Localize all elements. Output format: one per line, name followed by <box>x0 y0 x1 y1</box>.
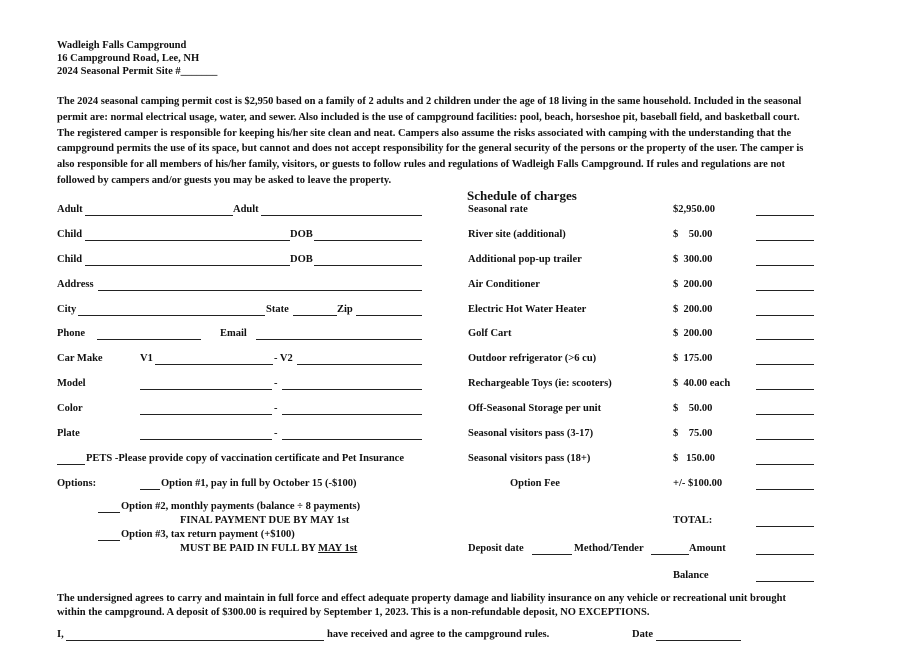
charge-qty-field[interactable] <box>756 215 814 216</box>
state-field[interactable] <box>293 315 337 316</box>
charge-price: $ 200.00 <box>673 304 713 315</box>
charge-qty-field[interactable] <box>756 389 814 390</box>
zip-field[interactable] <box>356 315 422 316</box>
option-fee-field[interactable] <box>756 489 814 490</box>
intro-line: permit are: normal electrical usage, water, and sewer. Also included is the use of campground facilities: pool, beach, horseshoe pit, baseball field, and basketball court. <box>57 111 800 123</box>
intro-line: The registered camper is responsible for keeping his/her site clean and neat. Campers also assume the risks associated with camping with the understanding that the <box>57 127 792 139</box>
v1-field[interactable] <box>155 364 273 365</box>
date-label: Date <box>632 629 653 640</box>
charge-price: $ 50.00 <box>673 403 713 414</box>
model-dash: - <box>274 378 278 389</box>
charge-label: Seasonal visitors pass (18+) <box>468 453 591 464</box>
dob1-field[interactable] <box>314 240 422 241</box>
charge-qty-field[interactable] <box>756 339 814 340</box>
agreement-text: have received and agree to the campground rules. <box>327 629 550 640</box>
charge-price: $ 200.00 <box>673 328 713 339</box>
charge-qty-field[interactable] <box>756 240 814 241</box>
balance-field[interactable] <box>756 581 814 582</box>
adult2-label: Adult <box>233 204 259 215</box>
charge-label: Off-Seasonal Storage per unit <box>468 403 602 414</box>
charge-label: Air Conditioner <box>468 279 540 290</box>
option2-field[interactable] <box>98 512 120 513</box>
schedule-title: Schedule of charges <box>467 188 577 203</box>
amount-field[interactable] <box>756 554 814 555</box>
charge-qty-field[interactable] <box>756 265 814 266</box>
balance-label: Balance <box>673 570 709 581</box>
method-field[interactable] <box>651 554 689 555</box>
v1-label: V1 <box>140 353 153 364</box>
adult1-label: Adult <box>57 204 83 215</box>
phone-label: Phone <box>57 328 86 339</box>
charge-qty-field[interactable] <box>756 439 814 440</box>
deposit-date-field[interactable] <box>532 554 572 555</box>
option3-note-date: MAY 1st <box>318 543 358 554</box>
option-fee-value: +/- $100.00 <box>673 478 723 489</box>
date-field[interactable] <box>656 640 741 641</box>
dob2-field[interactable] <box>314 265 422 266</box>
intro-line: The 2024 seasonal camping permit cost is $2,950 based on a family of 2 adults and 2 children under the age of 18 living in the same household. Included in the seasonal <box>57 96 802 107</box>
city-field[interactable] <box>78 315 265 316</box>
insurance-text-2: within the campground. A deposit of $300.00 is required by September 1, 2023. This is a non-refundable deposit, NO EXCEPTIONS. <box>57 607 650 618</box>
option3-field[interactable] <box>98 540 120 541</box>
pets-field[interactable] <box>57 464 85 465</box>
car-make-label: Car Make <box>57 353 103 364</box>
charge-price: $ 300.00 <box>673 254 713 265</box>
email-field[interactable] <box>256 339 422 340</box>
deposit-date-label: Deposit date <box>468 543 524 554</box>
campground-address: 16 Campground Road, Lee, NH <box>57 53 200 64</box>
charge-qty-field[interactable] <box>756 315 814 316</box>
signer-name-field[interactable] <box>66 640 324 641</box>
state-label: State <box>266 304 289 315</box>
plate-v1-field[interactable] <box>140 439 272 440</box>
address-label: Address <box>57 279 94 290</box>
intro-paragraph <box>57 94 885 189</box>
plate-dash: - <box>274 428 278 439</box>
charge-qty-field[interactable] <box>756 290 814 291</box>
charge-price: $ 75.00 <box>673 428 713 439</box>
v2-label: - V2 <box>274 353 293 364</box>
charge-label: Seasonal visitors pass (3-17) <box>468 428 594 439</box>
zip-label: Zip <box>337 304 353 315</box>
option3-note-text: MUST BE PAID IN FULL BY <box>180 543 319 554</box>
charge-label: Electric Hot Water Heater <box>468 304 587 315</box>
amount-label: Amount <box>689 543 726 554</box>
insurance-text-1: The undersigned agrees to carry and maintain in full force and effect adequate property damage and liability insurance on any vehicle or recreational unit brought <box>57 593 786 604</box>
charge-price: $ 150.00 <box>673 453 715 464</box>
charge-price: $2,950.00 <box>673 204 715 215</box>
charge-qty-field[interactable] <box>756 364 814 365</box>
campground-name: Wadleigh Falls Campground <box>57 40 187 51</box>
city-label: City <box>57 304 77 315</box>
dob2-label: DOB <box>290 254 313 265</box>
dob1-label: DOB <box>290 229 313 240</box>
charge-price: $ 175.00 <box>673 353 713 364</box>
child2-label: Child <box>57 254 83 265</box>
charge-qty-field[interactable] <box>756 464 814 465</box>
option2-note: FINAL PAYMENT DUE BY MAY 1st <box>180 515 350 526</box>
charge-price: $ 200.00 <box>673 279 713 290</box>
intro-line: followed by campers and/or guests you may be asked to leave the property. <box>57 174 392 186</box>
model-label: Model <box>57 378 86 389</box>
charge-price: $ 50.00 <box>673 229 713 240</box>
charge-qty-field[interactable] <box>756 414 814 415</box>
color-dash: - <box>274 403 278 414</box>
adult2-field[interactable] <box>261 215 422 216</box>
child2-field[interactable] <box>85 265 290 266</box>
email-label: Email <box>220 328 247 339</box>
intro-line: also responsible for all members of his/her family, visitors, or guests to follow rules and regulations of Wadleigh Falls Campground. If rules and regulations are not <box>57 159 786 171</box>
charge-label: Outdoor refrigerator (>6 cu) <box>468 353 597 364</box>
charge-label: Rechargeable Toys (ie: scooters) <box>468 378 612 389</box>
child1-label: Child <box>57 229 83 240</box>
address-field[interactable] <box>98 290 422 291</box>
signer-label: I, <box>57 629 64 640</box>
charge-label: River site (additional) <box>468 229 566 240</box>
phone-field[interactable] <box>97 339 201 340</box>
intro-line: campground permits the use of its space, but cannot and does not accept responsibility for the general security of the persons or the property of the user. The camper is <box>57 143 804 155</box>
charge-label: Golf Cart <box>468 328 512 339</box>
charge-label: Seasonal rate <box>468 204 528 215</box>
color-v1-field[interactable] <box>140 414 272 415</box>
options-label: Options: <box>57 478 97 489</box>
option3-note <box>180 543 357 555</box>
model-v1-field[interactable] <box>140 389 272 390</box>
method-label: Method/Tender <box>574 543 644 554</box>
total-label: TOTAL: <box>673 515 713 526</box>
plate-v2-field[interactable] <box>282 439 422 440</box>
option1-label: Option #1, pay in full by October 15 (-$100) <box>161 478 357 489</box>
charge-label: Additional pop-up trailer <box>468 254 582 265</box>
option3-label: Option #3, tax return payment (+$100) <box>121 529 295 540</box>
color-label: Color <box>57 403 83 414</box>
child1-field[interactable] <box>85 240 290 241</box>
option2-label: Option #2, monthly payments (balance ÷ 8 payments) <box>121 501 361 512</box>
model-v2-field[interactable] <box>282 389 422 390</box>
plate-label: Plate <box>57 428 80 439</box>
charge-price: $ 40.00 each <box>673 378 731 389</box>
v2-field[interactable] <box>297 364 422 365</box>
option1-field[interactable] <box>140 489 160 490</box>
total-field[interactable] <box>756 526 814 527</box>
color-v2-field[interactable] <box>282 414 422 415</box>
permit-site-line: 2024 Seasonal Permit Site #_______ <box>57 66 218 77</box>
adult1-field[interactable] <box>85 215 233 216</box>
pets-label: PETS -Please provide copy of vaccination certificate and Pet Insurance <box>86 453 404 464</box>
option-fee-label: Option Fee <box>510 478 560 489</box>
